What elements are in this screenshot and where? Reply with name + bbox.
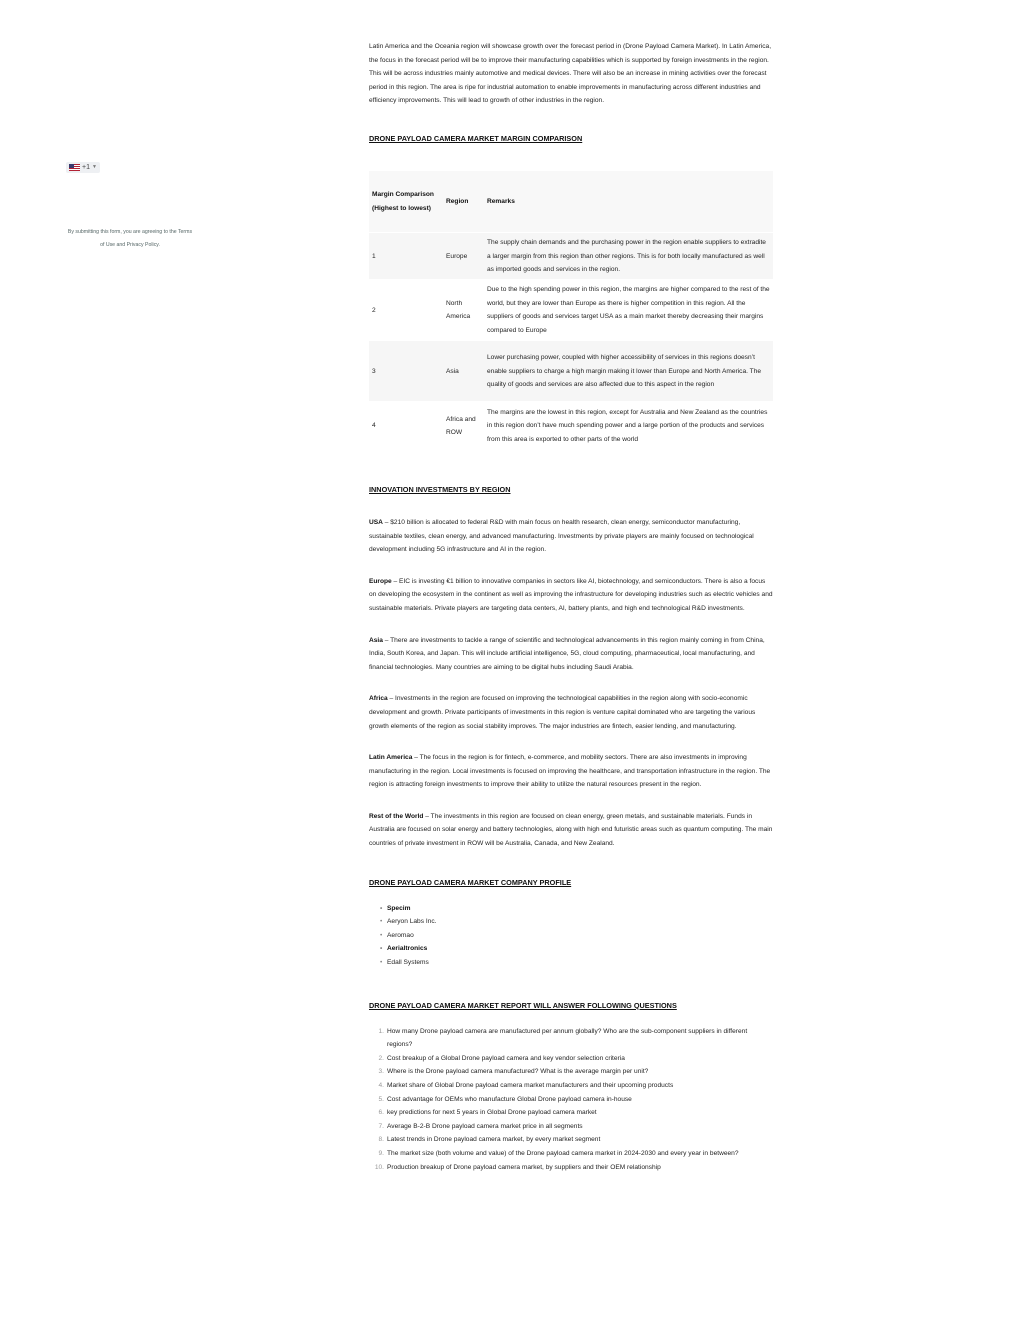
region-text: – The focus in the region is for fintech, e-commerce, and mobility sectors. There are also investments in improving manufacturing in the region. Local investments is focused on improving the healthcare, and transportation infrastructure in the region. The region is attracting foreign investments to improve their ability to utilize the natural resources present in the region.: [369, 754, 771, 789]
region-text: – $210 billion is allocated to federal R&D with main focus on health research, clean energy, semiconductor manufacturing, sustainable textiles, clean energy, and advanced manufacturing. Investments by private players are mainly focused on technological development including 5G infrastructure and AI in the region.: [369, 518, 754, 554]
margin-comparison-heading: DRONE PAYLOAD CAMERA MARKET MARGIN COMPARISON: [369, 133, 583, 143]
region-paragraph-africa: [369, 692, 773, 733]
region-text: – Investments in the region are focused on improving the technological capabilities in the region along with socio-economic development and growth. Private participants of investments in this region is venture capital dominated who are targeting the various growth elements of the region as social stability improves. The major industries are fintech, easier lending, and manufacturing.: [369, 695, 756, 730]
region-name: USA: [369, 518, 383, 526]
table-row: [369, 402, 773, 450]
region-text: – EIC is investing €1 billion to innovative companies in sectors like AI, biotechnology, and semiconductors. There is also a focus on developing the ecosystem in the continent as well as improving the infrastructure for developing industries such as electric vehicles and sustainable materials. Private players are targeting data centers, AI, battery plants, and high end technological R&D investments.: [369, 577, 773, 612]
article-content: [369, 40, 773, 1174]
table-header-region: Region: [443, 171, 484, 233]
question-text: Cost advantage for OEMs who manufacture Global Drone payload camera in-house: [387, 1095, 632, 1103]
list-item: 6. key predictions for next 5 years in Global Drone payload camera market: [378, 1109, 597, 1117]
region-name: Rest of the World: [369, 812, 424, 820]
list-item: 8. Latest trends in Drone payload camera market, by every market segment: [378, 1136, 601, 1144]
region-paragraph-usa: [369, 516, 773, 557]
list-item: 5. Cost advantage for OEMs who manufacture Global Drone payload camera in-house: [378, 1095, 632, 1103]
question-text: Market share of Global Drone payload camera market manufacturers and their upcoming products: [387, 1082, 674, 1089]
phone-country-code: +1: [82, 164, 90, 171]
list-item: • Aerialtronics: [380, 942, 773, 956]
intro-paragraph: Latin America and the Oceania region will showcase growth over the forecast period in (Drone Payload Camera Market). In Latin America, the focus in the forecast period will be to improve their manufacturing capabilities which is supported by foreign investments in the region. This will be across industries mainly automotive and medical devices. There will also be an increase in mining activities over the forecast period in this region. The area is ripe for industrial automation to enable improvements in manufacturing across different industries and efficiency improvements. This will lead to growth of other industries in the region.: [369, 43, 772, 105]
list-item: 2. Cost breakup of a Global Drone payload camera and key vendor selection criteria: [378, 1054, 625, 1062]
question-text: Latest trends in Drone payload camera market, by every market segment: [387, 1136, 601, 1144]
region-name: Latin America: [369, 754, 413, 762]
question-text: The market size (both volume and value) of the Drone payload camera market in 2024-2030 and every year in between?: [387, 1149, 739, 1157]
table-cell-region: Europe: [443, 233, 484, 280]
list-item: 7. Average B-2-B Drone payload camera market price in all segments: [378, 1122, 583, 1130]
region-text: – The investments in this region are focused on clean energy, green metals, and sustainable materials. Funds in Australia are focused on solar energy and battery technologies, along with high end futuristic areas such as quantum computing. The main countries of private investment in ROW will be Australia, Canada, and New Zealand.: [369, 812, 773, 848]
table-header-remarks: Remarks: [484, 171, 773, 233]
table-header-row: [369, 171, 773, 233]
region-paragraph-europe: [369, 575, 773, 616]
report-questions-heading: DRONE PAYLOAD CAMERA MARKET REPORT WILL ANSWER FOLLOWING QUESTIONS: [369, 1000, 677, 1010]
list-item: 4. Market share of Global Drone payload camera market manufacturers and their upcoming products: [378, 1082, 674, 1089]
company-list: [369, 902, 773, 970]
company-profile-heading: DRONE PAYLOAD CAMERA MARKET COMPANY PROFILE: [369, 877, 572, 887]
table-header-margin: Margin Comparison (Highest to lowest): [369, 171, 443, 233]
list-item: 9. The market size (both volume and value) of the Drone payload camera market in 2024-2030 and every year in between?: [378, 1149, 739, 1157]
form-consent-text: By submitting this form, you are agreeing to the Terms of Use and Privacy Policy.: [67, 229, 193, 248]
region-text: – There are investments to tackle a range of scientific and technological advancements in this region mainly coming in from China, India, South Korea, and Japan. This will include artificial intelligence, 5G, cloud computing, pharmaceutical, local manufacturing, and financial technologies. Many countries are aiming to be digital hubs including Saudi Arabia.: [369, 636, 765, 671]
question-text: Average B-2-B Drone payload camera market price in all segments: [387, 1122, 583, 1130]
table-cell-remarks: Lower purchasing power, coupled with higher accessibility of services in this regions doesn’t enable suppliers to charge a high margin making it lower than Europe and North America. The quality of goods and services are also affected due to this aspect in the region: [484, 341, 773, 402]
us-flag-icon: [69, 164, 80, 171]
table-row: [369, 280, 773, 341]
list-item: 3. Where is the Drone payload camera manufactured? What is the average margin per unit?: [378, 1068, 649, 1076]
list-item: • Edall Systems: [380, 956, 773, 970]
table-cell-remarks: Due to the high spending power in this region, the margins are higher compared to the rest of the world, but they are lower than Europe as there is higher competition in this region. All the suppliers of goods and services target USA as a main market thereby decreasing their margins compared to Europe: [484, 280, 773, 341]
margin-comparison-table: [369, 171, 773, 450]
question-text: Cost breakup of a Global Drone payload camera and key vendor selection criteria: [387, 1054, 625, 1062]
region-name: Europe: [369, 577, 392, 585]
table-row: [369, 233, 773, 280]
table-cell-rank: 2: [369, 280, 443, 341]
question-text: Production breakup of Drone payload camera market, by suppliers and their OEM relationship: [387, 1163, 661, 1171]
region-paragraph-latin-america: [369, 751, 773, 792]
table-cell-rank: 4: [369, 402, 443, 450]
region-paragraph-rest-of-world: [369, 810, 773, 851]
question-text: How many Drone payload camera are manufactured per annum globally? Who are the sub-component suppliers in different regions?: [387, 1027, 748, 1049]
list-item: • Aeromao: [380, 929, 773, 943]
table-cell-region: Asia: [443, 341, 484, 402]
chevron-down-icon: ▼: [91, 164, 97, 170]
table-cell-remarks: The margins are the lowest in this region, except for Australia and New Zealand as the countries in this region don’t have much spending power and a large portion of the products and services from this area is exported to other parts of the world: [484, 402, 773, 450]
innovation-investments-heading: INNOVATION INVESTMENTS BY REGION: [369, 484, 511, 494]
table-cell-region: North America: [443, 280, 484, 341]
table-cell-remarks: The supply chain demands and the purchasing power in the region enable suppliers to extradite a larger margin from this region than other regions. This is for both locally manufactured as well as imported goods and services in the region.: [484, 233, 773, 280]
table-cell-rank: 1: [369, 233, 443, 280]
table-cell-region: Africa and ROW: [443, 402, 484, 450]
question-text: Where is the Drone payload camera manufactured? What is the average margin per unit?: [387, 1068, 649, 1076]
region-name: Africa: [369, 695, 388, 703]
question-text: key predictions for next 5 years in Global Drone payload camera market: [387, 1109, 597, 1117]
table-row: [369, 341, 773, 402]
region-paragraph-asia: [369, 634, 773, 675]
list-item: 10. Production breakup of Drone payload camera market, by suppliers and their OEM relationship: [374, 1163, 661, 1171]
list-item: 1. How many Drone payload camera are manufactured per annum globally? Who are the sub-component suppliers in different regions?: [378, 1027, 748, 1049]
questions-list: [369, 1025, 773, 1175]
sidebar: [0, 0, 340, 1325]
table-cell-rank: 3: [369, 341, 443, 402]
region-name: Asia: [369, 636, 383, 644]
list-item: • Aeryon Labs Inc.: [380, 915, 773, 929]
phone-country-picker[interactable]: [66, 162, 100, 173]
list-item: • Specim: [380, 902, 773, 916]
